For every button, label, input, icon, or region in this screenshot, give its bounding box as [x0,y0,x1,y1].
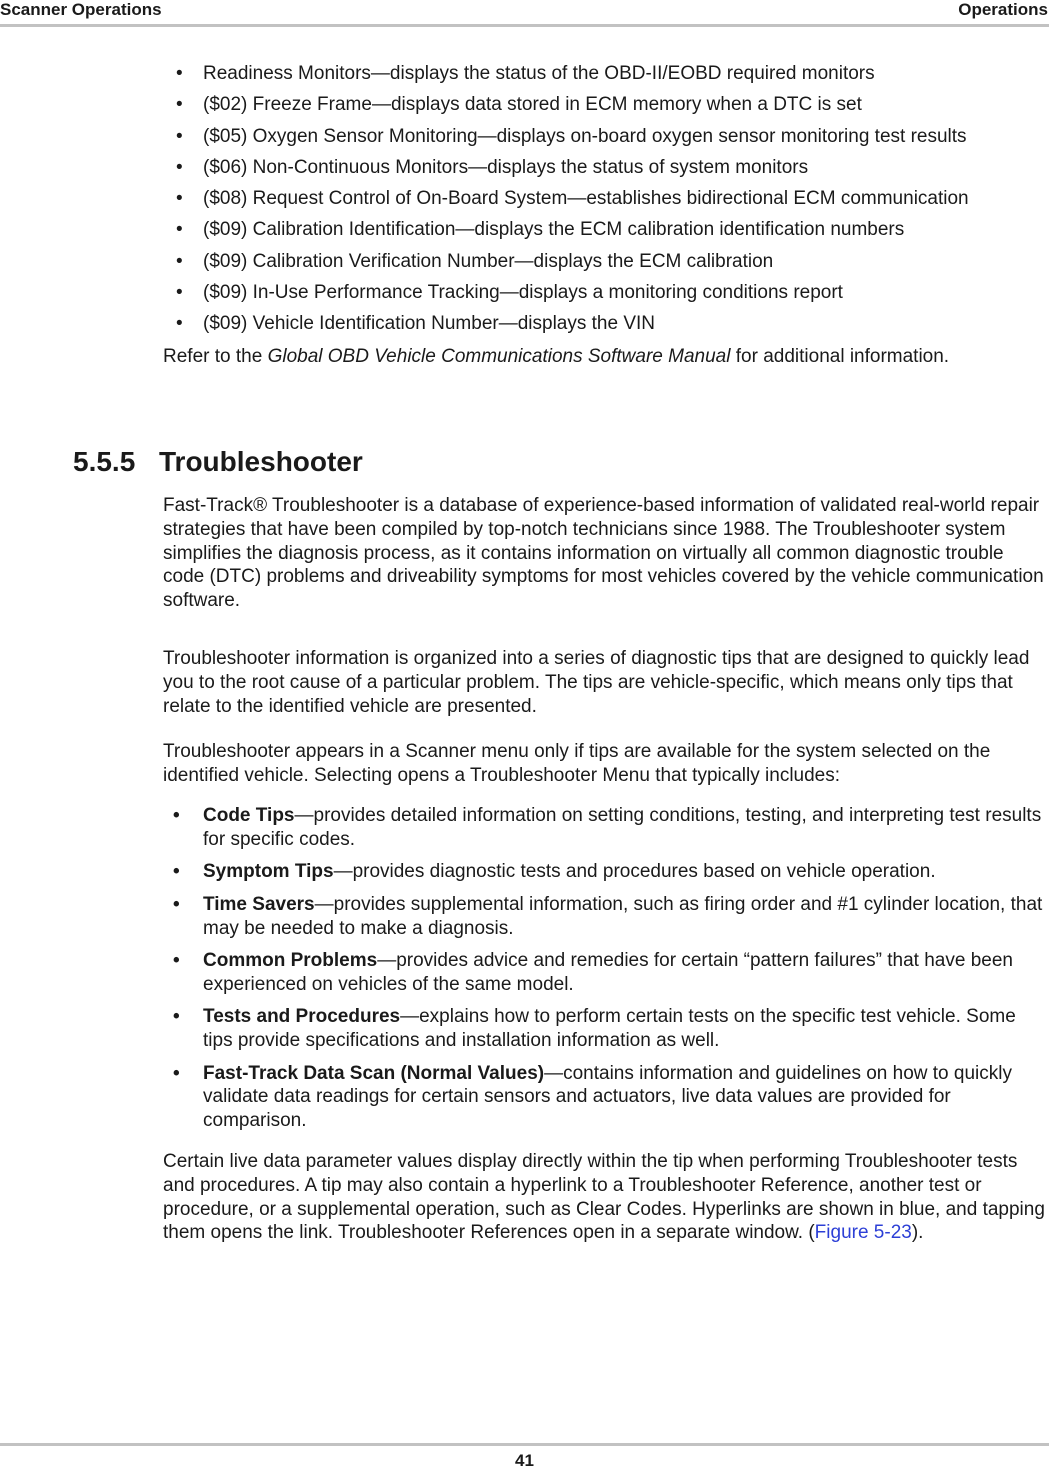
paragraph-intro: Fast-Track® Troubleshooter is a database of experience-based information of validated real-world repair strategies that have been compiled by top-notch technicians since 1988. The Troubleshooter system simplifies the diagnosis process, as it contains information on virtually all common diagnostic trouble code (DTC) problems and driveability symptoms for most vehicles covered by the vehicle communication software. [163,495,1044,612]
refer-after: for additional information. [730,346,950,367]
list-item-term: Common Problems [203,950,378,972]
section-heading [73,446,363,478]
list-item-desc: —provides diagnostic tests and procedures based on vehicle operation. [333,861,936,883]
paragraph-hyperlinks [163,1150,1049,1245]
list-item [173,1005,1049,1053]
paragraph-end: ). [911,1222,924,1244]
list-item [173,1062,1049,1133]
troubleshooter-menu-list [173,804,1049,1142]
scanner-functions-list [176,60,969,342]
list-item-desc: —contains information and guidelines on how to quickly validate data readings for certain sensors and actuators, live data values are provided for comparison. [203,1062,1012,1132]
header-section-title: Scanner Operations [0,0,162,19]
section-title: Troubleshooter [159,446,363,477]
list-item [173,860,1049,884]
list-item [173,804,1049,852]
list-item: • ($09) Vehicle Identification Number—displays the VIN [176,310,969,341]
list-item-desc: —provides detailed information on setting conditions, testing, and interpreting test results for specific codes. [203,805,1042,850]
list-item: • ($09) In-Use Performance Tracking—displays a monitoring conditions report [176,279,969,310]
footer-rule [0,1443,1049,1446]
list-item-desc: —provides supplemental information, such as firing order and #1 cylinder location, that may be needed to make a diagnosis. [203,893,1043,939]
paragraph-tips: Troubleshooter information is organized into a series of diagnostic tips that are designed to quickly lead you to the root cause of a particular problem. The tips are vehicle-specific, which means only tips that relate to the identified vehicle are presented. [163,648,1030,717]
list-item-term: Time Savers [203,893,315,915]
figure-link[interactable]: Figure 5-23 [814,1222,912,1244]
list-item-term: Fast-Track Data Scan (Normal Values) [203,1062,545,1084]
section-number: 5.5.5 [73,446,136,477]
list-item: • ($08) Request Control of On-Board System—establishes bidirectional ECM communication [176,185,969,216]
paragraph-menu: Troubleshooter appears in a Scanner menu only if tips are available for the system selected on the identified vehicle. Selecting opens a Troubleshooter Menu that typically includes: [163,741,991,786]
list-item [173,949,1049,997]
list-item: • ($09) Calibration Identification—displays the ECM calibration identification numbers [176,216,969,247]
list-item [173,893,1049,941]
list-item: • ($05) Oxygen Sensor Monitoring—displays on-board oxygen sensor monitoring test results [176,123,969,154]
list-item: • ($09) Calibration Verification Number—displays the ECM calibration [176,248,969,279]
list-item-term: Code Tips [203,805,295,826]
header-rule [0,24,1049,27]
list-item-term: Tests and Procedures [203,1006,401,1028]
list-item-desc: —explains how to perform certain tests on the specific test vehicle. Some tips provide specifications and installation information as well. [203,1006,1016,1052]
list-item: • Readiness Monitors—displays the status of the OBD-II/EOBD required monitors [176,60,969,91]
list-item: • ($02) Freeze Frame—displays data stored in ECM memory when a DTC is set [176,91,969,122]
refer-before: Refer to the [163,346,268,367]
manual-title: Global OBD Vehicle Communications Software Manual [267,346,731,367]
refer-paragraph [163,345,1049,369]
list-item: • ($06) Non-Continuous Monitors—displays the status of system monitors [176,154,969,185]
list-item-term: Symptom Tips [203,861,334,883]
page-number: 41 [515,1451,534,1470]
list-item-desc: —provides advice and remedies for certain “pattern failures” that have been experienced on vehicles of the same model. [203,950,1013,995]
paragraph-text: Certain live data parameter values display directly within the tip when performing Troubleshooter tests and procedures. A tip may also contain a hyperlink to a Troubleshooter Reference, another test or procedure, or a supplemental operation, such as Clear Codes. Hyperlinks are shown in blue, and tapping them opens the link. Troubleshooter References open in a separate window. ( [163,1151,1045,1244]
header-chapter-title: Operations [958,0,1048,19]
